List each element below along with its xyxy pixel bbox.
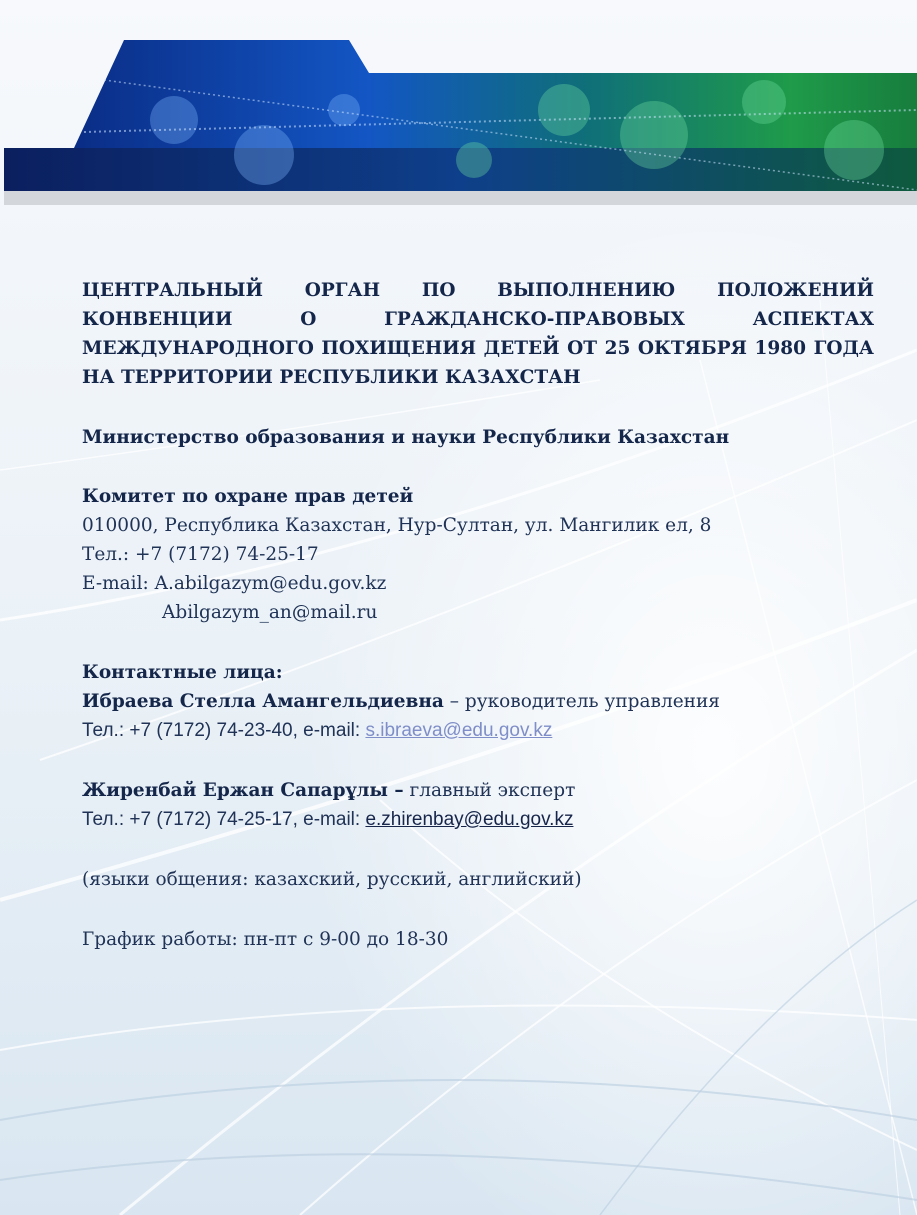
header-banner [4,40,917,205]
contact-2-role: главный эксперт [403,780,576,801]
contact-2 [82,776,874,805]
contact-1-role: – руководитель управления [443,691,720,712]
languages-text: (языки общения: казахский, русский, английский) [82,869,582,890]
committee-email-line [82,569,874,598]
contact-1-phone-line [82,716,874,745]
contact-2-phone-line [82,805,874,834]
contact-1 [82,687,874,716]
document-heading: ЦЕНТРАЛЬНЫЙ ОРГАН ПО ВЫПОЛНЕНИЮ ПОЛОЖЕНИЙ КОНВЕНЦИИ О ГРАЖДАНСКО-ПРАВОВЫХ АСПЕКТАХ МЕЖДУНАРОДНОГО ПОХИЩЕНИЯ ДЕТЕЙ ОТ 25 ОКТЯБРЯ 1980 ГОДА НА ТЕРРИТОРИИ РЕСПУБЛИКИ КАЗАХСТАН [82,280,874,388]
committee-phone: Тел.: +7 (7172) 74-25-17 [82,544,319,565]
committee-block [82,482,874,627]
committee-email-2[interactable]: Abilgazym_an@mail.ru [162,602,378,623]
schedule-block [82,925,874,954]
committee-name: Комитет по охране прав детей [82,486,414,507]
committee-address: 010000, Республика Казахстан, Нур-Султан, ул. Мангилик ел, 8 [82,515,712,536]
languages-block [82,865,874,894]
contacts-title: Контактные лица: [82,662,283,683]
contact-1-email-link[interactable]: s.ibraeva@edu.gov.kz [365,720,553,741]
contacts-block [82,658,874,745]
email-label: E-mail: [82,573,155,594]
contact-2-block [82,776,874,834]
contact-2-name: Жиренбай Ержан Сапарұлы – [82,780,404,801]
contact-1-phone: Тел.: +7 (7172) 74-23-40, e-mail: [82,720,366,741]
schedule-text: График работы: пн-пт с 9-00 до 18-30 [82,929,449,950]
contact-1-name: Ибраева Стелла Амангельдиевна [82,691,444,712]
contact-2-email-link[interactable]: e.zhirenbay@edu.gov.kz [365,809,574,830]
main-content [82,276,874,954]
committee-email-1[interactable]: A.abilgazym@edu.gov.kz [154,573,387,594]
ministry-name: Министерство образования и науки Республики Казахстан [82,427,730,448]
contact-2-phone: Тел.: +7 (7172) 74-25-17, e-mail: [82,809,366,830]
